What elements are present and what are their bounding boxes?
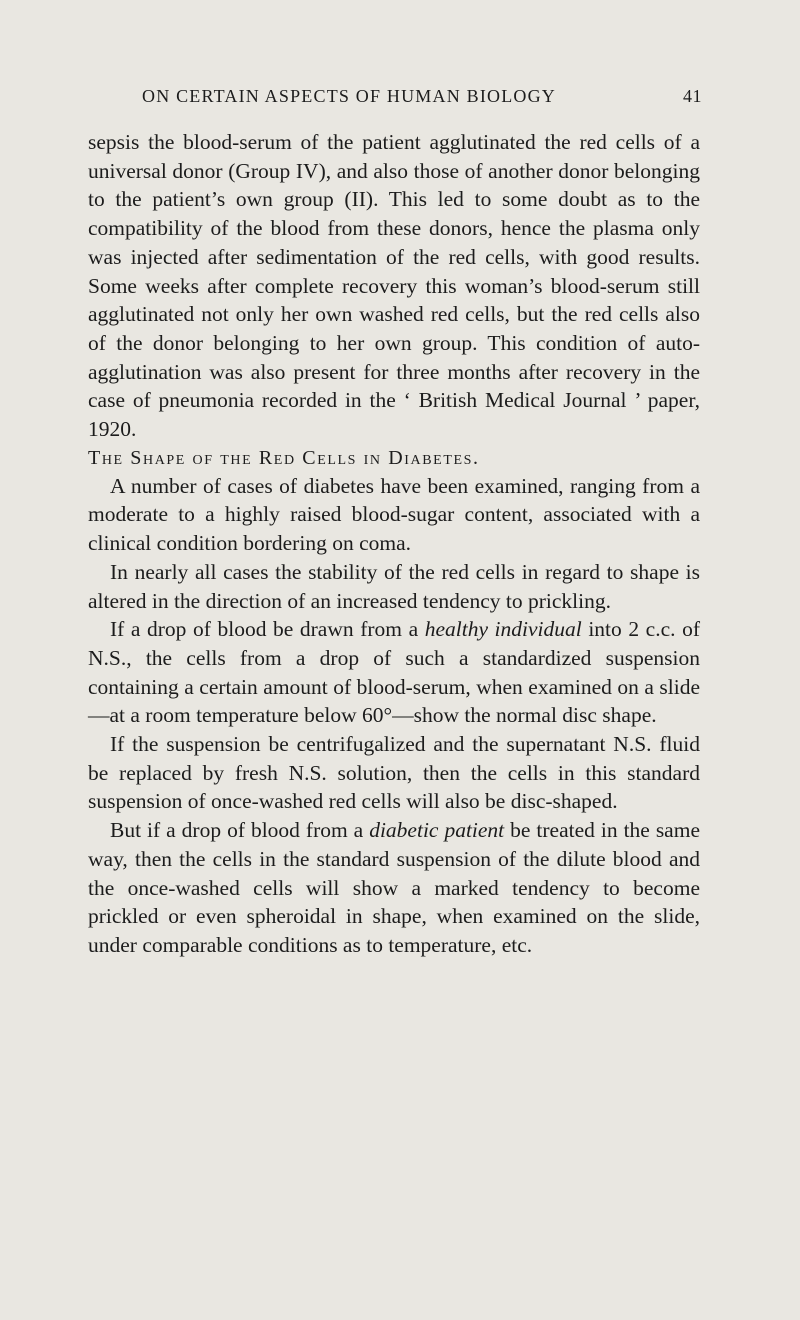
text-run: But if a drop of blood from a	[110, 818, 370, 843]
emphasis-healthy-individual: healthy individual	[424, 617, 582, 642]
paragraph-stability: In nearly all cases the stability of the red cells in regard to shape is altered in the direction of an increased tendency to prickling.	[88, 559, 700, 613]
running-head	[142, 84, 702, 108]
text-run: If a drop of blood be drawn from a	[110, 617, 425, 642]
text-run: into 2 c.c. of N.S., the cells from a drop of such a standardized suspension containing a certain amount of blood-serum, when examined on a slide—at a room temperature below 60°—show the normal disc shape.	[88, 617, 700, 728]
body-text	[88, 128, 700, 960]
paragraph-continued: sepsis the blood-serum of the patient agglutinated the red cells of a universal donor (Group IV), and also those of another donor belonging to the patient’s own group (II). This led to some doubt as to the compatibility of the blood from these donors, hence the plasma only was injected after sedimentation of the red cells, with good results. Some weeks after complete recovery this woman’s blood-serum still agglutinated not only her own washed red cells, but the red cells also of the donor belonging to her own group. This condition of auto-agglutination was also present for three months after recovery in the case of pneumonia recorded in the ‘ British Medical Journal ’ paper, 1920.	[88, 130, 700, 442]
section-heading: The Shape of the Red Cells in Diabetes.	[88, 446, 480, 469]
paragraph-centrifugalized: If the suspension be centrifugalized and the supernatant N.S. fluid be replaced by fresh N.S. solution, then the cells in this standard suspension of once-washed red cells will also be disc-shaped.	[88, 732, 700, 814]
running-head-title: ON CERTAIN ASPECTS OF HUMAN BIOLOGY	[142, 86, 557, 106]
paragraph-healthy-individual	[88, 615, 700, 730]
paragraph-diabetes-cases: A number of cases of diabetes have been examined, ranging from a moderate to a highly raised blood-sugar content, associated with a clinical condition bordering on coma.	[88, 473, 700, 556]
text-run: be treated in the same way, then the cells in the standard suspension of the dilute blood and the once-washed cells will show a marked tendency to become prickled or even spheroidal in shape, when examined on the slide, under comparable conditions as to temperature, etc.	[88, 818, 700, 957]
page-number: 41	[683, 86, 702, 106]
emphasis-diabetic-patient: diabetic patient	[369, 818, 505, 843]
paragraph-diabetic-patient	[88, 816, 700, 960]
